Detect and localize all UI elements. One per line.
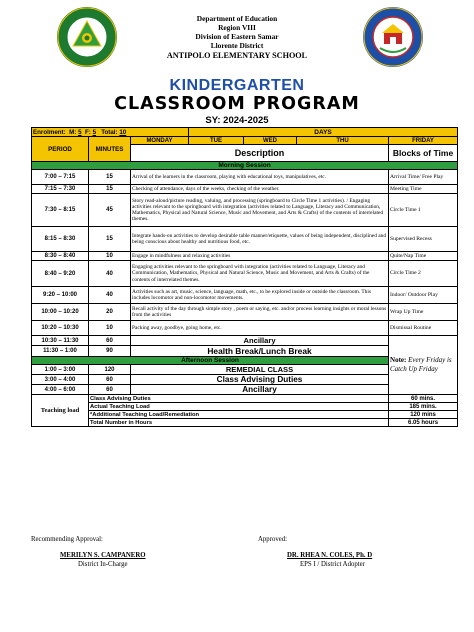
description-header: Description <box>131 145 389 162</box>
row-time: 9:20 – 10:00 <box>32 287 89 304</box>
row-block: Meeting Time <box>389 185 458 194</box>
recommending-approval-label: Recommending Approval: <box>31 536 103 543</box>
row-minutes: 60 <box>89 385 131 395</box>
row-minutes: 15 <box>89 185 131 194</box>
table-row <box>32 304 458 321</box>
friday-note: Note: Every Friday is Catch Up Friday <box>389 336 458 395</box>
teaching-load-item: Total Number in Hours <box>89 419 389 427</box>
afternoon-session-header: Afternoon Session <box>32 357 389 365</box>
blocks-header: Blocks of Time <box>389 145 458 162</box>
row-description: Recall activity of the day through simple story , poem or saying, etc. and/or process learning insights or moral lessons from the activities <box>131 304 389 321</box>
row-description: Activities such as art, music, science, language, math, etc., to be explored inside or outside the classroom. This includes locomotor and non-locomotor movements. <box>131 287 389 304</box>
row-time: 10:20 – 10:30 <box>32 321 89 336</box>
day-wed: WED <box>244 137 297 145</box>
table-row <box>32 194 458 227</box>
row-description: Engage in mindfulness and relaxing activities <box>131 252 389 261</box>
afternoon-activity: Ancillary <box>131 385 389 395</box>
table-row <box>32 287 458 304</box>
school-year: SY: 2024-2025 <box>205 115 269 126</box>
row-block: Circle Time 1 <box>389 194 458 227</box>
row-block: Wrap Up Time <box>389 304 458 321</box>
row-block: Circle Time 2 <box>389 261 458 287</box>
health-break-label: Health Break/Lunch Break <box>131 346 389 357</box>
teaching-load-value: 120 mins <box>389 411 458 419</box>
table-row <box>32 403 458 411</box>
recommender-name: MERILYN S. CAMPANERO <box>60 552 146 559</box>
teaching-load-value: 6.05 hours <box>389 419 458 427</box>
period-header: PERIOD <box>32 137 89 162</box>
row-block: Quite/Nap Time <box>389 252 458 261</box>
day-tue: TUE <box>189 137 244 145</box>
division-line: Division of Eastern Samar <box>195 32 279 41</box>
table-row <box>32 336 458 346</box>
row-block: Indoor/ Outdoor Play <box>389 287 458 304</box>
table-row <box>32 227 458 252</box>
afternoon-activity: REMEDIAL CLASS <box>131 365 389 375</box>
row-description: Story read-aloud/picture reading, valuing, and processing (springboard to Circle Time 1 activities). / Engaging activities relevant to the springboard with integration (activities related to Language, Literacy and Communication, Mathematics, Physical and Natural Science, Music and Movement, and Arts & Crafts) of the contents of interrelated themes. <box>131 194 389 227</box>
row-minutes: 10 <box>89 252 131 261</box>
district-line: Llorente District <box>210 41 264 50</box>
row-time: 8:15 – 8:30 <box>32 227 89 252</box>
table-row <box>32 395 458 403</box>
row-time: 8:30 – 8:40 <box>32 252 89 261</box>
school-name: ANTIPOLO ELEMENTARY SCHOOL <box>166 51 308 60</box>
day-friday: FRIDAY <box>389 137 458 145</box>
teaching-load-item: *Additional Teaching Load/Remediation <box>89 411 389 419</box>
row-time: 7:15 – 7:30 <box>32 185 89 194</box>
row-minutes: 15 <box>89 227 131 252</box>
row-block: Arrival Time/ Free Play <box>389 170 458 185</box>
row-minutes: 90 <box>89 346 131 357</box>
row-description: Packing away, goodbye, going home, etc. <box>131 321 389 336</box>
row-minutes: 40 <box>89 287 131 304</box>
row-minutes: 60 <box>89 336 131 346</box>
table-row <box>32 411 458 419</box>
morning-session-header: Morning Session <box>32 162 458 170</box>
row-minutes: 10 <box>89 321 131 336</box>
table-row <box>32 419 458 427</box>
row-minutes: 60 <box>89 375 131 385</box>
row-time: 10:30 – 11:30 <box>32 336 89 346</box>
row-time: 8:40 – 9:20 <box>32 261 89 287</box>
row-minutes: 15 <box>89 170 131 185</box>
minutes-header: MINUTES <box>89 137 131 162</box>
recommender-title: District In-Charge <box>78 561 128 568</box>
department-line: Department of Education <box>196 14 278 23</box>
day-monday: MONDAY <box>131 137 189 145</box>
row-block: Supervised Recess <box>389 227 458 252</box>
program-title: CLASSROOM PROGRAM <box>114 94 360 114</box>
table-row <box>32 185 458 194</box>
row-description: Arrival of the learners in the classroom, playing with educational toys, manipulatives, etc. <box>131 170 389 185</box>
classroom-program-table <box>31 127 458 427</box>
approver-name: DR. RHEA N. COLES, Ph. D <box>287 552 373 559</box>
region-line: Region VIII <box>218 23 256 32</box>
row-time: 11:30 – 1:00 <box>32 346 89 357</box>
teaching-load-value: 185 mins. <box>389 403 458 411</box>
table-row <box>32 170 458 185</box>
row-minutes: 45 <box>89 194 131 227</box>
table-row <box>32 252 458 261</box>
row-time: 4:00 – 6:00 <box>32 385 89 395</box>
row-time: 3:00 – 4:00 <box>32 375 89 385</box>
teaching-load-value: 60 mins. <box>389 395 458 403</box>
approver-title: EPS I / District Adopter <box>300 561 365 568</box>
afternoon-activity: Class Advising Duties <box>131 375 389 385</box>
day-thu: THU <box>297 137 389 145</box>
teaching-load-label: Teaching load <box>32 395 89 427</box>
table-row <box>32 321 458 336</box>
grade-title: KINDERGARTEN <box>169 77 305 94</box>
row-time: 1:00 – 3:00 <box>32 365 89 375</box>
table-row <box>32 261 458 287</box>
row-minutes: 40 <box>89 261 131 287</box>
row-description: Checking of attendance, days of the weeks, checking of the weather. <box>131 185 389 194</box>
row-minutes: 120 <box>89 365 131 375</box>
approved-label: Approved: <box>258 536 288 543</box>
row-time: 10:00 – 10:20 <box>32 304 89 321</box>
row-block: Dismissal Routine <box>389 321 458 336</box>
row-description: Engaging activities relevant to the springboard with integration (activities related to Language, Literacy and Communication, Mathematics, Physical and Natural Science, Music and Movement, and Arts & Crafts) of the contents of interrelated themes. <box>131 261 389 287</box>
ancillary-label: Ancillary <box>131 336 389 346</box>
teaching-load-item: Actual Teaching Load <box>89 403 389 411</box>
days-header: DAYS <box>189 128 458 137</box>
enrolment-cell: Enrolment: M: 5 F: 5 Total: 10 <box>32 128 189 137</box>
row-minutes: 20 <box>89 304 131 321</box>
row-time: 7:30 – 8:15 <box>32 194 89 227</box>
row-description: Integrate hands-on activities to develop desirable table manner/etiquette, values of being independent, disciplined and being conscious about healthy and nutritious food, etc. <box>131 227 389 252</box>
row-time: 7:00 – 7:15 <box>32 170 89 185</box>
teaching-load-item: Class Advising Duties <box>89 395 389 403</box>
